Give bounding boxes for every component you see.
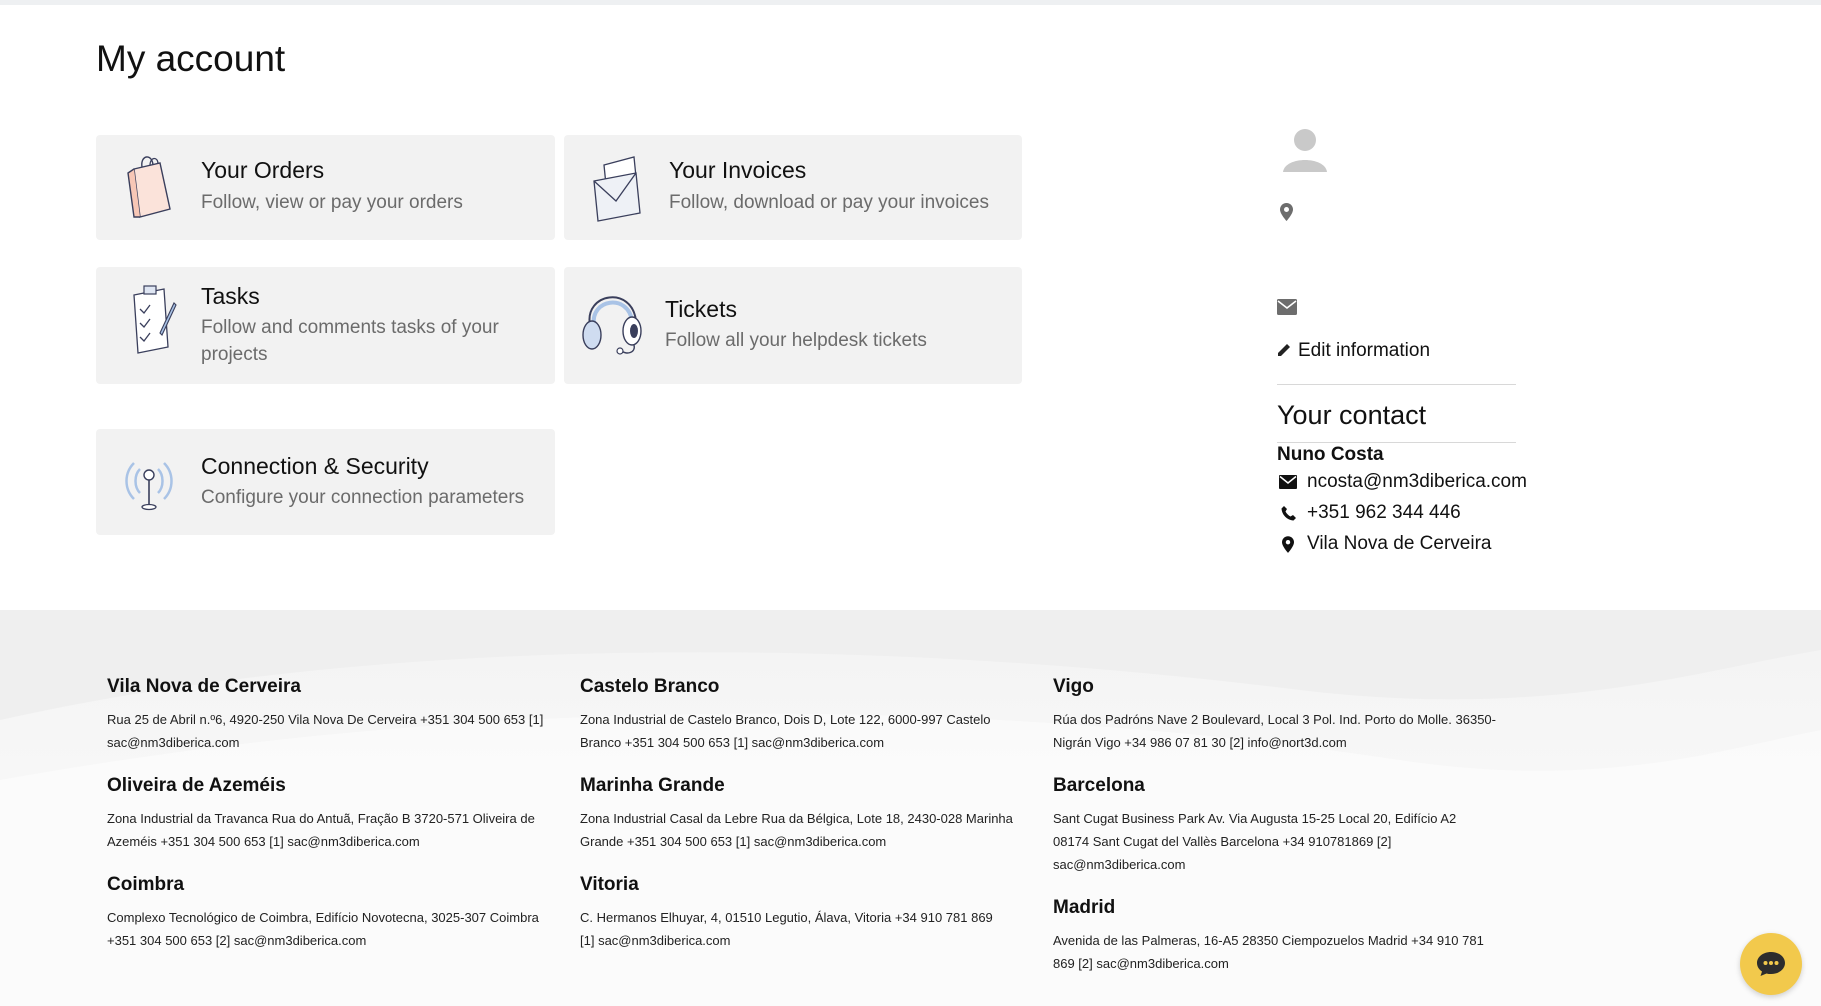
- office-madrid: [1053, 897, 1503, 975]
- office-name: Madrid: [1053, 897, 1116, 918]
- contact-email[interactable]: ncosta@nm3diberica.com: [1307, 471, 1527, 492]
- invoices-card[interactable]: [564, 135, 1022, 240]
- office-name: Castelo Branco: [580, 676, 720, 697]
- office-address: Avenida de las Palmeras, 16-A5 28350 Ciempozuelos Madrid +34 910 781 869 [2] sac@nm3diberica.com: [1053, 933, 1484, 971]
- office-vila-nova: [107, 676, 557, 754]
- orders-card[interactable]: [96, 135, 555, 240]
- contact-heading: Your contact: [1277, 400, 1427, 430]
- edit-information-link[interactable]: [1277, 340, 1430, 362]
- invoice-envelope-icon: [590, 151, 646, 228]
- office-castelo-branco: [580, 676, 1030, 754]
- office-address: Zona Industrial Casal da Lebre Rua da Bélgica, Lote 18, 2430-028 Marinha Grande +351 304 500 653 [1] sac@nm3diberica.com: [580, 811, 1013, 849]
- tasks-card[interactable]: [96, 267, 555, 384]
- office-marinha-grande: [580, 775, 1030, 853]
- contact-email-row: [1277, 471, 1527, 493]
- security-title: Connection & Security: [201, 453, 429, 479]
- envelope-icon: [1277, 472, 1299, 492]
- office-address: Complexo Tecnológico de Coimbra, Edifício Novotecna, 3025-307 Coimbra +351 304 500 653 [2] sac@nm3diberica.com: [107, 910, 539, 948]
- footer: [0, 610, 1821, 1006]
- tickets-title: Tickets: [665, 296, 737, 322]
- office-vigo: [1053, 676, 1503, 754]
- office-address: Rúa dos Padróns Nave 2 Boulevard, Local 3 Pol. Ind. Porto do Molle. 36350-Nigrán Vigo +34 986 07 81 30 [2] info@nort3d.com: [1053, 712, 1496, 750]
- shopping-bag-icon: [124, 151, 176, 226]
- office-coimbra: [107, 874, 557, 952]
- office-address: Zona Industrial da Travanca Rua do Antuã, Fração B 3720-571 Oliveira de Azeméis +351 304 500 653 [1] sac@nm3diberica.com: [107, 811, 535, 849]
- office-address: Rua 25 de Abril n.º6, 4920-250 Vila Nova De Cerveira +351 304 500 653 [1] sac@nm3diberica.com: [107, 712, 544, 750]
- office-name: Vitoria: [580, 874, 639, 895]
- office-name: Barcelona: [1053, 775, 1145, 796]
- tickets-description: Follow all your helpdesk tickets: [665, 330, 927, 351]
- invoices-title: Your Invoices: [669, 157, 807, 183]
- office-oliveira: [107, 775, 557, 853]
- tasks-description: Follow and comments tasks of your projects: [201, 317, 499, 365]
- office-address: Zona Industrial de Castelo Branco, Dois D, Lote 122, 6000-997 Castelo Branco +351 304 500 653 [1] sac@nm3diberica.com: [580, 712, 991, 750]
- top-border: [0, 0, 1821, 5]
- clipboard-checklist-icon: [126, 283, 178, 362]
- office-address: Sant Cugat Business Park Av. Via Augusta 15-25 Local 20, Edifício A2 08174 Sant Cugat del Vallès Barcelona +34 910781869 [2] sac@nm3diberica.com: [1053, 811, 1457, 872]
- office-name: Vila Nova de Cerveira: [107, 676, 301, 697]
- page-title: My account: [96, 38, 286, 79]
- security-description: Configure your connection parameters: [201, 487, 525, 508]
- orders-title: Your Orders: [201, 157, 325, 183]
- map-pin-icon: [1277, 534, 1299, 554]
- contact-phone-row: [1277, 502, 1461, 524]
- office-name: Marinha Grande: [580, 775, 725, 796]
- contact-location-row: [1277, 533, 1491, 555]
- divider: [1277, 384, 1516, 385]
- edit-information-label: Edit information: [1298, 340, 1431, 361]
- contact-phone[interactable]: +351 962 344 446: [1307, 502, 1461, 523]
- pencil-icon: [1277, 342, 1292, 357]
- phone-icon: [1277, 503, 1299, 523]
- tasks-title: Tasks: [201, 283, 260, 309]
- office-name: Coimbra: [107, 874, 185, 895]
- headset-icon: [578, 281, 648, 362]
- contact-name: Nuno Costa: [1277, 444, 1384, 465]
- office-name: Oliveira de Azeméis: [107, 775, 286, 796]
- signal-antenna-icon: [122, 451, 176, 518]
- orders-description: Follow, view or pay your orders: [201, 192, 463, 213]
- office-vitoria: [580, 874, 1010, 952]
- security-card[interactable]: [96, 429, 555, 535]
- divider: [1277, 442, 1516, 443]
- office-barcelona: [1053, 775, 1473, 876]
- office-address: C. Hermanos Elhuyar, 4, 01510 Legutio, Álava, Vitoria +34 910 781 869 [1] sac@nm3diberica.com: [580, 910, 993, 948]
- office-name: Vigo: [1053, 676, 1094, 697]
- invoices-description: Follow, download or pay your invoices: [669, 192, 990, 213]
- map-pin-icon: [1280, 203, 1293, 226]
- contact-location: Vila Nova de Cerveira: [1307, 533, 1492, 554]
- envelope-icon: [1277, 299, 1297, 320]
- live-chat-button[interactable]: [1740, 933, 1802, 995]
- chat-bubble-icon: [1756, 951, 1786, 977]
- tickets-card[interactable]: [564, 267, 1022, 384]
- avatar: [1275, 118, 1335, 178]
